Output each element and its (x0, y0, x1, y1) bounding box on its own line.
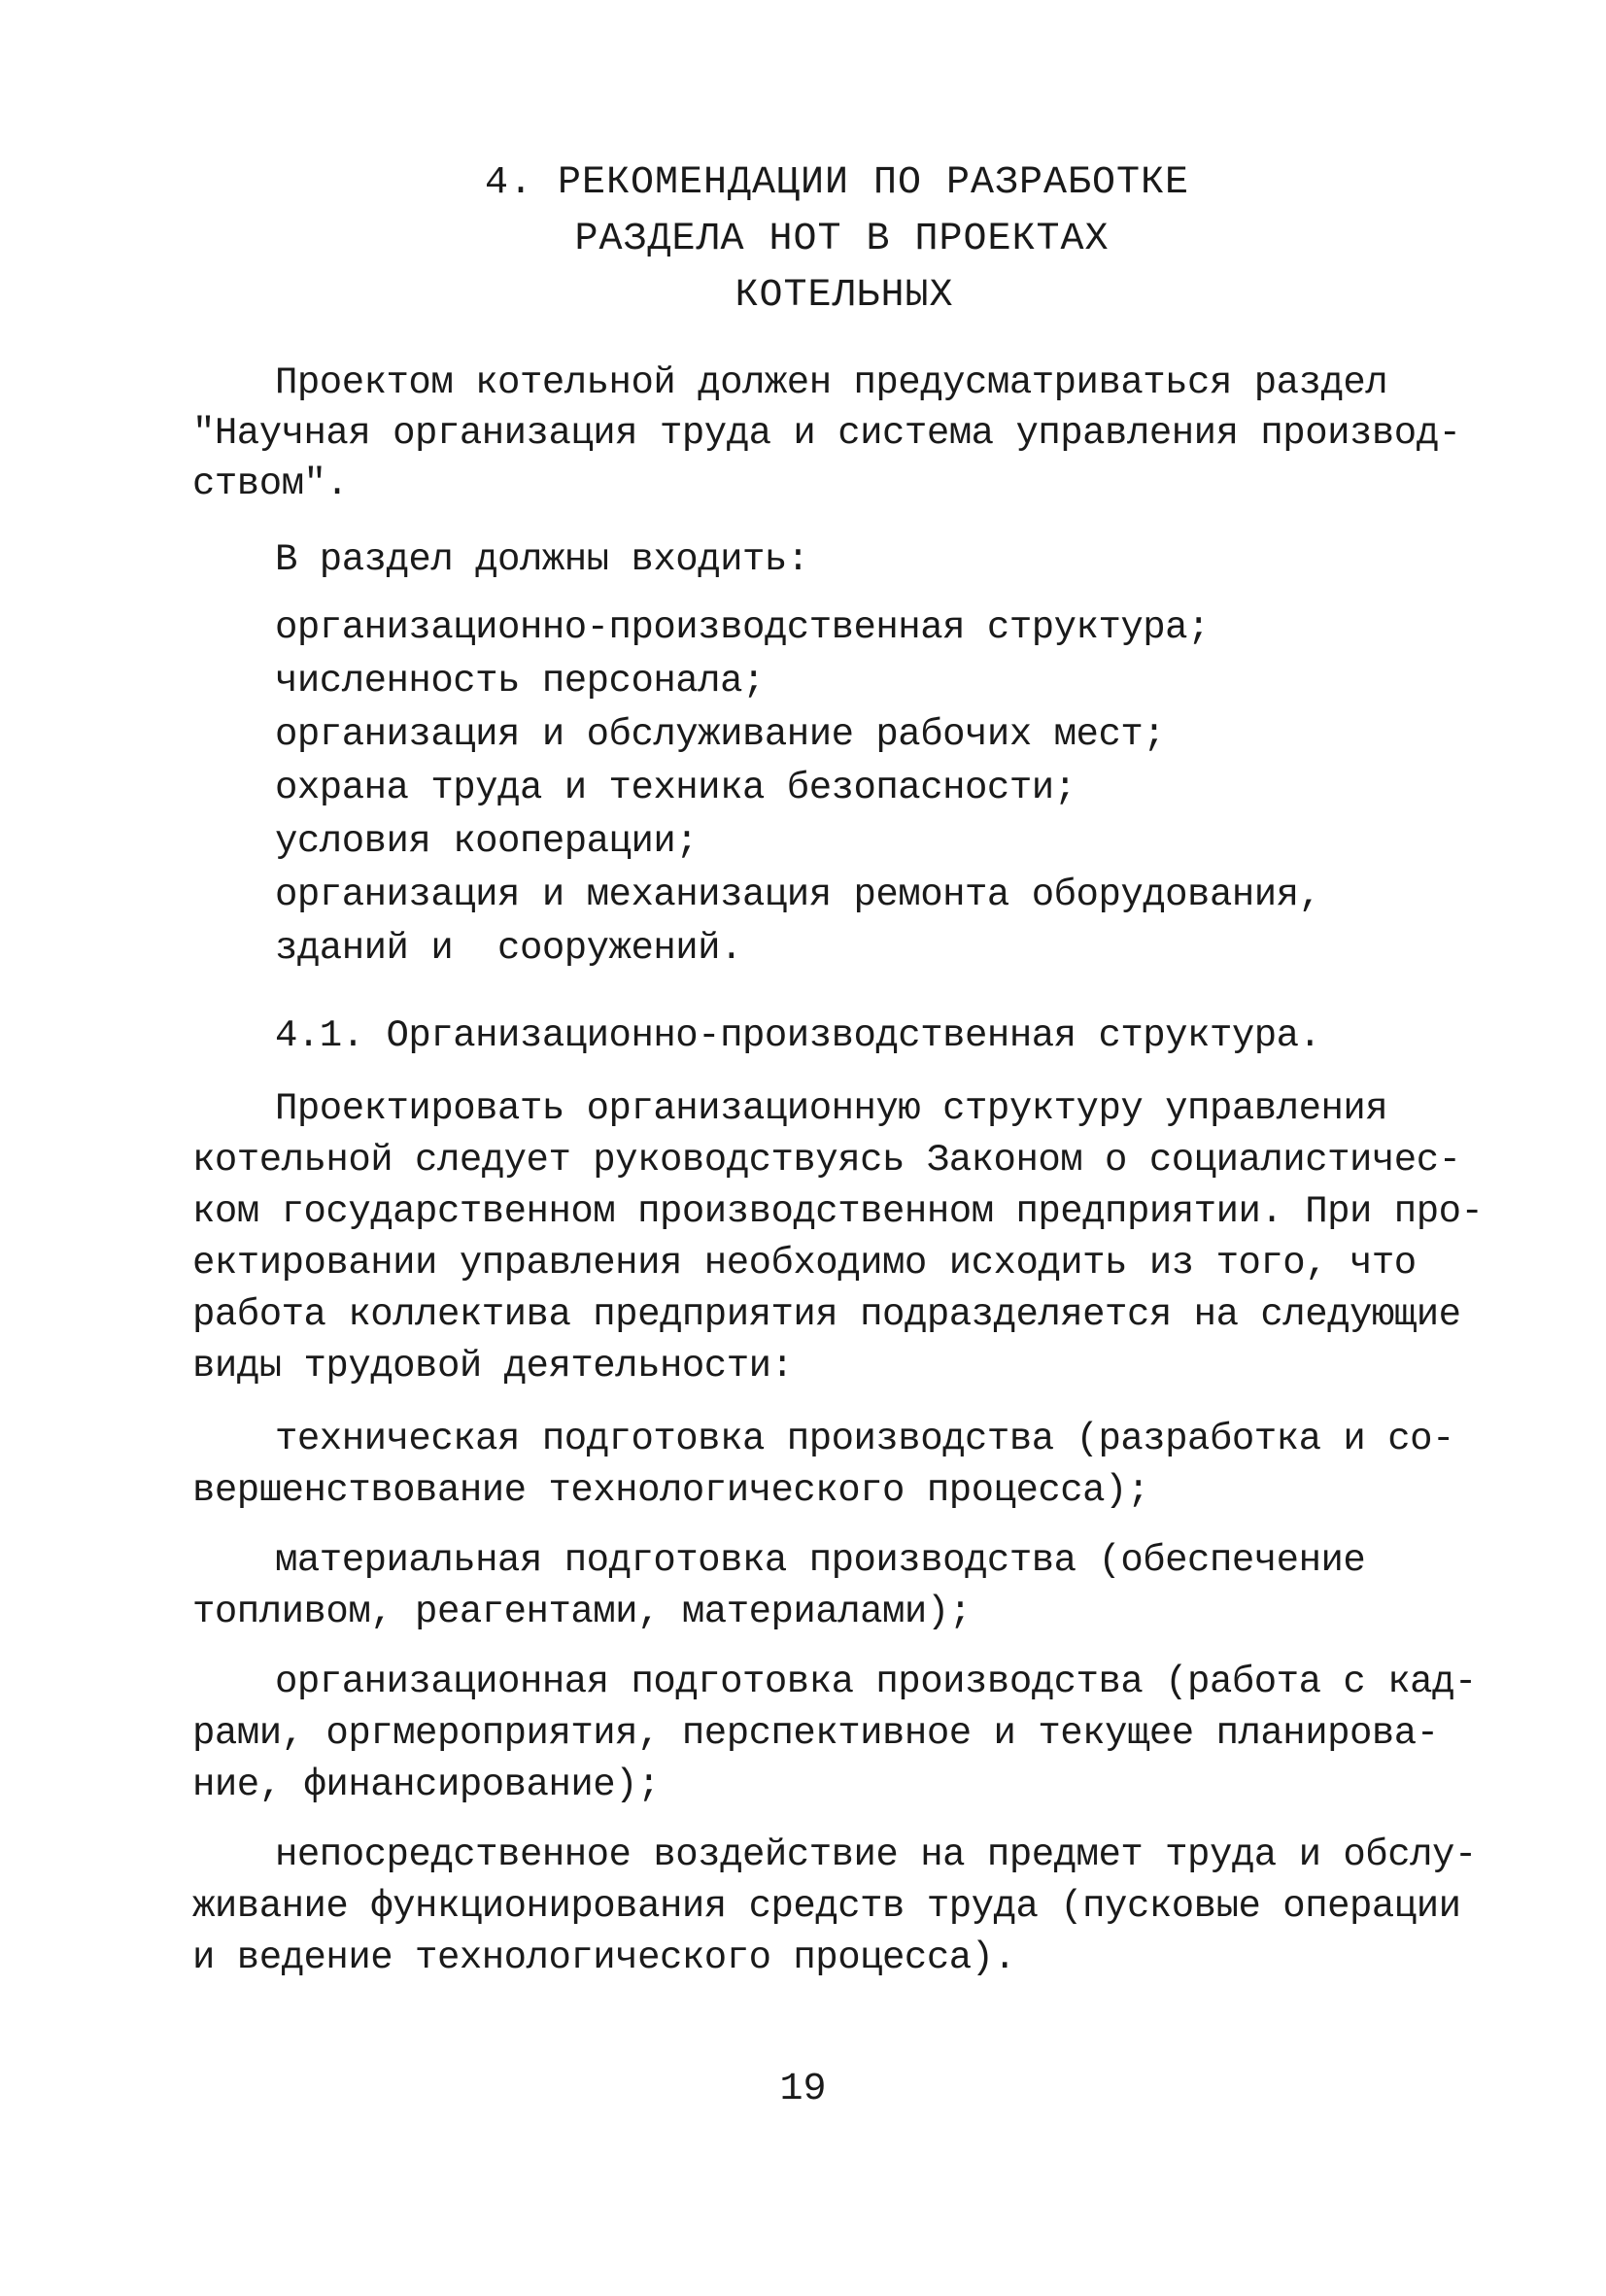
heading-line: КОТЕЛЬНЫХ (735, 274, 954, 318)
activity-line: и ведение технологического процесса). (192, 1936, 1016, 1979)
activity-line: живание функционирования средств труда (пусковые операции (192, 1885, 1461, 1928)
activity-line: непосредственное воздействие на предмет труда и обслу- (275, 1833, 1477, 1876)
paragraph-line: виды трудовой деятельности: (192, 1345, 794, 1388)
paragraph-line: работа коллектива предприятия подразделяется на следующие (192, 1293, 1461, 1336)
activity-line: материальная подготовка производства (обеспечение (275, 1539, 1366, 1582)
list-item: зданий и сооружений. (275, 927, 742, 970)
subsection-title: 4.1. Организационно-производственная структура. (275, 1014, 1321, 1057)
heading-line: РАЗДЕЛА НОТ В ПРОЕКТАХ (574, 218, 1110, 261)
list-item: организация и механизация ремонта оборудования, (275, 874, 1321, 916)
intro-line: ством". (192, 463, 349, 505)
activity-line: вершенствование технологического процесса); (192, 1469, 1149, 1512)
paragraph-line: котельной следует руководствуясь Законом о социалистичес- (192, 1139, 1461, 1182)
intro-line: Проектом котельной должен предусматриваться раздел (275, 361, 1388, 404)
list-item: организационно-производственная структура; (275, 606, 1210, 649)
activity-line: организационная подготовка производства (работа с кад- (275, 1661, 1477, 1703)
paragraph-line: ектировании управления необходимо исходить из того, что (192, 1242, 1417, 1285)
intro-line: "Научная организация труда и система управления производ- (192, 412, 1461, 455)
paragraph-line: ком государственном производственном предприятии. При про- (192, 1190, 1484, 1233)
list-item: условия кооперации; (275, 820, 699, 863)
list-item: охрана труда и техника безопасности; (275, 767, 1076, 809)
list-intro: В раздел должны входить: (275, 538, 809, 581)
paragraph-line: Проектировать организационную структуру управления (275, 1087, 1388, 1130)
activity-line: ние, финансирование); (192, 1764, 660, 1806)
heading-line: 4. РЕКОМЕНДАЦИИ ПО РАЗРАБОТКЕ (484, 161, 1190, 205)
list-item: организация и обслуживание рабочих мест; (275, 713, 1166, 756)
activity-line: техническая подготовка производства (разработка и со- (275, 1418, 1454, 1460)
section-heading (0, 155, 1606, 325)
activity-line: топливом, реагентами, материалами); (192, 1591, 972, 1633)
page-number: 19 (779, 2068, 827, 2111)
activity-line: рами, оргмероприятия, перспективное и текущее планирова- (192, 1712, 1439, 1755)
list-item: численность персонала; (275, 660, 765, 703)
